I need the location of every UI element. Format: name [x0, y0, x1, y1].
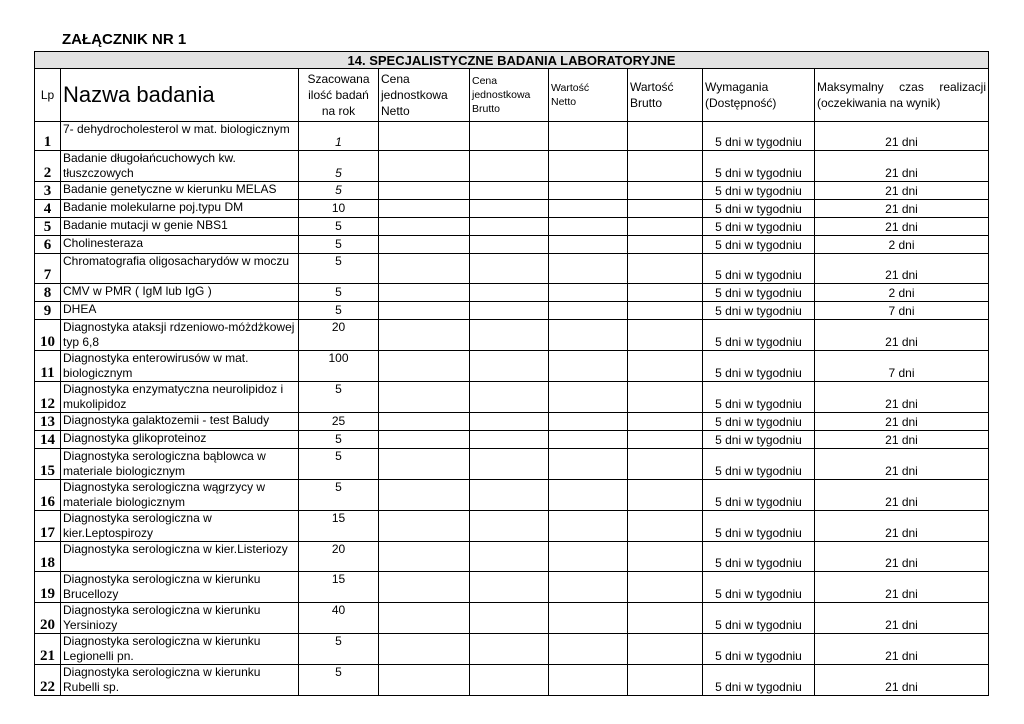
row-quantity: 5: [299, 218, 379, 236]
row-cena-netto: [379, 122, 470, 151]
table-row: [35, 284, 989, 302]
table-row: [35, 351, 989, 382]
header-cena-netto: [379, 69, 470, 122]
row-wartosc-netto: [549, 218, 628, 236]
row-cena-brutto: [470, 122, 549, 151]
row-cena-netto: [379, 413, 470, 431]
header-cena-netto-line: Netto: [381, 104, 410, 118]
row-wartosc-brutto: [628, 542, 703, 572]
row-lp: 9: [35, 302, 61, 320]
table-row: [35, 665, 989, 696]
row-name: Diagnostyka glikoproteinoz: [61, 431, 299, 449]
row-cena-netto: [379, 218, 470, 236]
row-wartosc-brutto: [628, 572, 703, 603]
row-cena-brutto: [470, 449, 549, 480]
row-cena-netto: [379, 236, 470, 254]
table-row: [35, 320, 989, 351]
row-wartosc-brutto: [628, 413, 703, 431]
row-quantity: 100: [299, 351, 379, 382]
row-max-time: 7 dni: [815, 351, 989, 382]
row-wartosc-brutto: [628, 665, 703, 696]
row-quantity: 5: [299, 449, 379, 480]
row-cena-brutto: [470, 182, 549, 200]
row-wartosc-netto: [549, 449, 628, 480]
row-lp: 10: [35, 320, 61, 351]
row-lp: 3: [35, 182, 61, 200]
row-max-time: 21 dni: [815, 413, 989, 431]
header-cena-netto-line: Cena: [381, 72, 410, 86]
row-quantity: 5: [299, 284, 379, 302]
row-lp: 17: [35, 511, 61, 542]
row-availability: 5 dni w tygodniu: [703, 200, 815, 218]
row-cena-brutto: [470, 511, 549, 542]
row-lp: 4: [35, 200, 61, 218]
row-wartosc-netto: [549, 200, 628, 218]
row-wartosc-netto: [549, 634, 628, 665]
row-quantity: 5: [299, 302, 379, 320]
row-max-time: 21 dni: [815, 320, 989, 351]
row-max-time: 21 dni: [815, 431, 989, 449]
table-row: [35, 122, 989, 151]
row-wartosc-brutto: [628, 218, 703, 236]
row-max-time: 7 dni: [815, 302, 989, 320]
table-row: [35, 302, 989, 320]
row-name: CMV w PMR ( IgM lub IgG ): [61, 284, 299, 302]
row-wartosc-brutto: [628, 122, 703, 151]
row-wartosc-netto: [549, 122, 628, 151]
row-lp: 11: [35, 351, 61, 382]
row-max-time: 21 dni: [815, 634, 989, 665]
row-wartosc-brutto: [628, 603, 703, 634]
row-availability: 5 dni w tygodniu: [703, 382, 815, 413]
row-availability: 5 dni w tygodniu: [703, 542, 815, 572]
header-wartosc-brutto-line: Wartość: [630, 80, 674, 94]
row-availability: 5 dni w tygodniu: [703, 284, 815, 302]
row-availability: 5 dni w tygodniu: [703, 511, 815, 542]
row-name: Badanie genetyczne w kierunku MELAS: [61, 182, 299, 200]
row-max-time: 21 dni: [815, 182, 989, 200]
row-cena-netto: [379, 665, 470, 696]
header-cena-brutto-line: Brutto: [472, 103, 501, 115]
row-lp: 2: [35, 151, 61, 182]
row-availability: 5 dni w tygodniu: [703, 151, 815, 182]
row-quantity: 25: [299, 413, 379, 431]
row-cena-brutto: [470, 413, 549, 431]
row-max-time: 21 dni: [815, 151, 989, 182]
row-availability: 5 dni w tygodniu: [703, 665, 815, 696]
row-cena-netto: [379, 542, 470, 572]
header-cena-brutto-line: jednostkowa: [472, 89, 531, 101]
row-lp: 6: [35, 236, 61, 254]
row-quantity: 5: [299, 480, 379, 511]
row-availability: 5 dni w tygodniu: [703, 480, 815, 511]
row-quantity: 15: [299, 511, 379, 542]
table-row: [35, 572, 989, 603]
row-cena-netto: [379, 431, 470, 449]
row-name: Diagnostyka serologiczna wągrzycy w materiale biologicznym: [61, 480, 299, 511]
row-name: Diagnostyka enterowirusów w mat. biologicznym: [61, 351, 299, 382]
header-cena-netto-line: jednostkowa: [381, 88, 448, 102]
row-quantity: 15: [299, 572, 379, 603]
row-cena-brutto: [470, 302, 549, 320]
row-wartosc-netto: [549, 480, 628, 511]
row-name: Diagnostyka serologiczna w kierunku Legionelli pn.: [61, 634, 299, 665]
row-quantity: 5: [299, 634, 379, 665]
row-wartosc-brutto: [628, 634, 703, 665]
row-name: Diagnostyka ataksji rdzeniowo-móżdżkowej typ 6,8: [61, 320, 299, 351]
row-cena-brutto: [470, 665, 549, 696]
row-wartosc-netto: [549, 542, 628, 572]
table-row: [35, 480, 989, 511]
row-name: Diagnostyka serologiczna bąblowca w materiale biologicznym: [61, 449, 299, 480]
row-availability: 5 dni w tygodniu: [703, 236, 815, 254]
row-availability: 5 dni w tygodniu: [703, 351, 815, 382]
row-availability: 5 dni w tygodniu: [703, 431, 815, 449]
row-max-time: 21 dni: [815, 480, 989, 511]
row-availability: 5 dni w tygodniu: [703, 302, 815, 320]
row-cena-netto: [379, 320, 470, 351]
row-name: Cholinesteraza: [61, 236, 299, 254]
row-cena-brutto: [470, 320, 549, 351]
row-lp: 8: [35, 284, 61, 302]
header-wartosc-brutto-line: Brutto: [630, 96, 663, 110]
row-wartosc-brutto: [628, 254, 703, 284]
section-title: 14. SPECJALISTYCZNE BADANIA LABORATORYJNE: [35, 52, 989, 69]
row-cena-brutto: [470, 200, 549, 218]
header-wartosc-brutto: [628, 69, 703, 122]
row-wartosc-brutto: [628, 284, 703, 302]
row-wartosc-netto: [549, 320, 628, 351]
table-row: [35, 511, 989, 542]
row-cena-brutto: [470, 603, 549, 634]
row-quantity: 10: [299, 200, 379, 218]
row-cena-brutto: [470, 236, 549, 254]
row-cena-brutto: [470, 542, 549, 572]
table-row: [35, 449, 989, 480]
row-wartosc-brutto: [628, 351, 703, 382]
row-quantity: 1: [299, 122, 379, 151]
row-lp: 15: [35, 449, 61, 480]
row-wartosc-netto: [549, 382, 628, 413]
row-wartosc-brutto: [628, 382, 703, 413]
row-cena-netto: [379, 511, 470, 542]
row-max-time: 21 dni: [815, 511, 989, 542]
row-cena-brutto: [470, 284, 549, 302]
header-szacowana-line: ilość badań: [308, 88, 369, 102]
row-name: Chromatografia oligosacharydów w moczu: [61, 254, 299, 284]
row-wartosc-brutto: [628, 182, 703, 200]
row-wartosc-netto: [549, 511, 628, 542]
row-wartosc-brutto: [628, 320, 703, 351]
header-szacowana-ilosc: [299, 69, 379, 122]
row-wartosc-netto: [549, 284, 628, 302]
row-cena-netto: [379, 151, 470, 182]
row-lp: 5: [35, 218, 61, 236]
header-nazwa-badania: Nazwa badania: [61, 69, 299, 122]
row-availability: 5 dni w tygodniu: [703, 182, 815, 200]
header-wymagania-line: Wymagania: [705, 80, 769, 94]
row-quantity: 5: [299, 151, 379, 182]
row-max-time: 21 dni: [815, 542, 989, 572]
row-name: Diagnostyka enzymatyczna neurolipidoz i mukolipidoz: [61, 382, 299, 413]
row-lp: 7: [35, 254, 61, 284]
row-wartosc-netto: [549, 236, 628, 254]
row-availability: 5 dni w tygodniu: [703, 320, 815, 351]
row-wartosc-netto: [549, 431, 628, 449]
row-lp: 16: [35, 480, 61, 511]
row-availability: 5 dni w tygodniu: [703, 218, 815, 236]
row-wartosc-netto: [549, 151, 628, 182]
row-availability: 5 dni w tygodniu: [703, 634, 815, 665]
row-name: Diagnostyka serologiczna w kierunku Rubelli sp.: [61, 665, 299, 696]
row-lp: 14: [35, 431, 61, 449]
row-max-time: 2 dni: [815, 284, 989, 302]
row-cena-netto: [379, 284, 470, 302]
row-wartosc-brutto: [628, 151, 703, 182]
row-wartosc-brutto: [628, 511, 703, 542]
lab-tests-table: [34, 51, 989, 696]
row-name: Diagnostyka serologiczna w kierunku Yersiniozy: [61, 603, 299, 634]
row-quantity: 5: [299, 431, 379, 449]
row-availability: 5 dni w tygodniu: [703, 254, 815, 284]
row-cena-brutto: [470, 382, 549, 413]
row-quantity: 40: [299, 603, 379, 634]
row-availability: 5 dni w tygodniu: [703, 413, 815, 431]
row-cena-brutto: [470, 572, 549, 603]
table-row: [35, 182, 989, 200]
row-quantity: 5: [299, 236, 379, 254]
row-cena-netto: [379, 449, 470, 480]
header-maksymalny-czas: [815, 69, 989, 122]
header-cena-brutto: [470, 69, 549, 122]
row-max-time: 21 dni: [815, 218, 989, 236]
row-cena-netto: [379, 603, 470, 634]
header-wartosc-netto: [549, 69, 628, 122]
row-cena-brutto: [470, 431, 549, 449]
row-quantity: 5: [299, 182, 379, 200]
table-row: [35, 634, 989, 665]
row-cena-brutto: [470, 351, 549, 382]
row-lp: 12: [35, 382, 61, 413]
row-cena-brutto: [470, 254, 549, 284]
row-lp: 1: [35, 122, 61, 151]
row-quantity: 5: [299, 254, 379, 284]
row-name: DHEA: [61, 302, 299, 320]
row-cena-netto: [379, 382, 470, 413]
row-lp: 13: [35, 413, 61, 431]
header-wartosc-netto-line: Netto: [551, 96, 577, 108]
header-maks-line: Maksymalny czas realizacji: [817, 80, 987, 94]
row-cena-netto: [379, 182, 470, 200]
row-cena-brutto: [470, 218, 549, 236]
table-row: [35, 218, 989, 236]
row-name: Badanie długołańcuchowych kw. tłuszczowych: [61, 151, 299, 182]
row-wartosc-netto: [549, 302, 628, 320]
row-wartosc-netto: [549, 413, 628, 431]
row-max-time: 21 dni: [815, 200, 989, 218]
row-wartosc-netto: [549, 603, 628, 634]
row-max-time: 21 dni: [815, 122, 989, 151]
row-availability: 5 dni w tygodniu: [703, 122, 815, 151]
row-wartosc-brutto: [628, 236, 703, 254]
row-wartosc-brutto: [628, 431, 703, 449]
row-lp: 22: [35, 665, 61, 696]
table-row: [35, 413, 989, 431]
attachment-title: ZAŁĄCZNIK NR 1: [62, 31, 187, 48]
row-name: Diagnostyka serologiczna w kier.Listeriozy: [61, 542, 299, 572]
row-cena-netto: [379, 634, 470, 665]
row-cena-netto: [379, 351, 470, 382]
row-availability: 5 dni w tygodniu: [703, 449, 815, 480]
table-row: [35, 151, 989, 182]
row-cena-netto: [379, 200, 470, 218]
row-lp: 19: [35, 572, 61, 603]
row-max-time: 21 dni: [815, 382, 989, 413]
row-max-time: 21 dni: [815, 254, 989, 284]
row-wartosc-netto: [549, 254, 628, 284]
row-cena-netto: [379, 254, 470, 284]
row-lp: 20: [35, 603, 61, 634]
row-lp: 21: [35, 634, 61, 665]
row-max-time: 21 dni: [815, 603, 989, 634]
row-wartosc-netto: [549, 665, 628, 696]
table-row: [35, 603, 989, 634]
row-cena-brutto: [470, 634, 549, 665]
row-quantity: 20: [299, 542, 379, 572]
table-header-row: [35, 69, 989, 122]
row-availability: 5 dni w tygodniu: [703, 572, 815, 603]
row-wartosc-netto: [549, 572, 628, 603]
header-wartosc-netto-line: Wartość: [551, 82, 590, 94]
table-row: [35, 382, 989, 413]
row-quantity: 5: [299, 665, 379, 696]
table-row: [35, 200, 989, 218]
row-availability: 5 dni w tygodniu: [703, 603, 815, 634]
row-wartosc-brutto: [628, 480, 703, 511]
row-name: Diagnostyka galaktozemii - test Baludy: [61, 413, 299, 431]
row-quantity: 5: [299, 382, 379, 413]
row-cena-brutto: [470, 151, 549, 182]
header-szacowana-line: Szacowana: [307, 72, 370, 86]
table-row: [35, 542, 989, 572]
row-wartosc-netto: [549, 351, 628, 382]
row-max-time: 21 dni: [815, 449, 989, 480]
row-max-time: 21 dni: [815, 572, 989, 603]
row-wartosc-brutto: [628, 302, 703, 320]
header-wymagania: [703, 69, 815, 122]
table-row: [35, 254, 989, 284]
row-wartosc-netto: [549, 182, 628, 200]
row-cena-brutto: [470, 480, 549, 511]
row-max-time: 21 dni: [815, 665, 989, 696]
row-quantity: 20: [299, 320, 379, 351]
row-cena-netto: [379, 302, 470, 320]
row-name: 7- dehydrocholesterol w mat. biologicznym: [61, 122, 299, 151]
row-name: Badanie mutacji w genie NBS1: [61, 218, 299, 236]
header-szacowana-line: na rok: [321, 104, 356, 118]
header-maks-line: (oczekiwania na wynik): [817, 96, 941, 110]
row-name: Badanie molekularne poj.typu DM: [61, 200, 299, 218]
row-lp: 18: [35, 542, 61, 572]
table-row: [35, 236, 989, 254]
header-cena-brutto-line: Cena: [472, 75, 498, 87]
row-cena-netto: [379, 480, 470, 511]
header-wymagania-line: (Dostępność): [705, 96, 777, 110]
row-wartosc-brutto: [628, 200, 703, 218]
row-name: Diagnostyka serologiczna w kierunku Brucellozy: [61, 572, 299, 603]
row-cena-netto: [379, 572, 470, 603]
header-lp: Lp: [35, 69, 61, 122]
table-row: [35, 431, 989, 449]
row-wartosc-brutto: [628, 449, 703, 480]
row-max-time: 2 dni: [815, 236, 989, 254]
row-name: Diagnostyka serologiczna w kier.Leptospirozy: [61, 511, 299, 542]
